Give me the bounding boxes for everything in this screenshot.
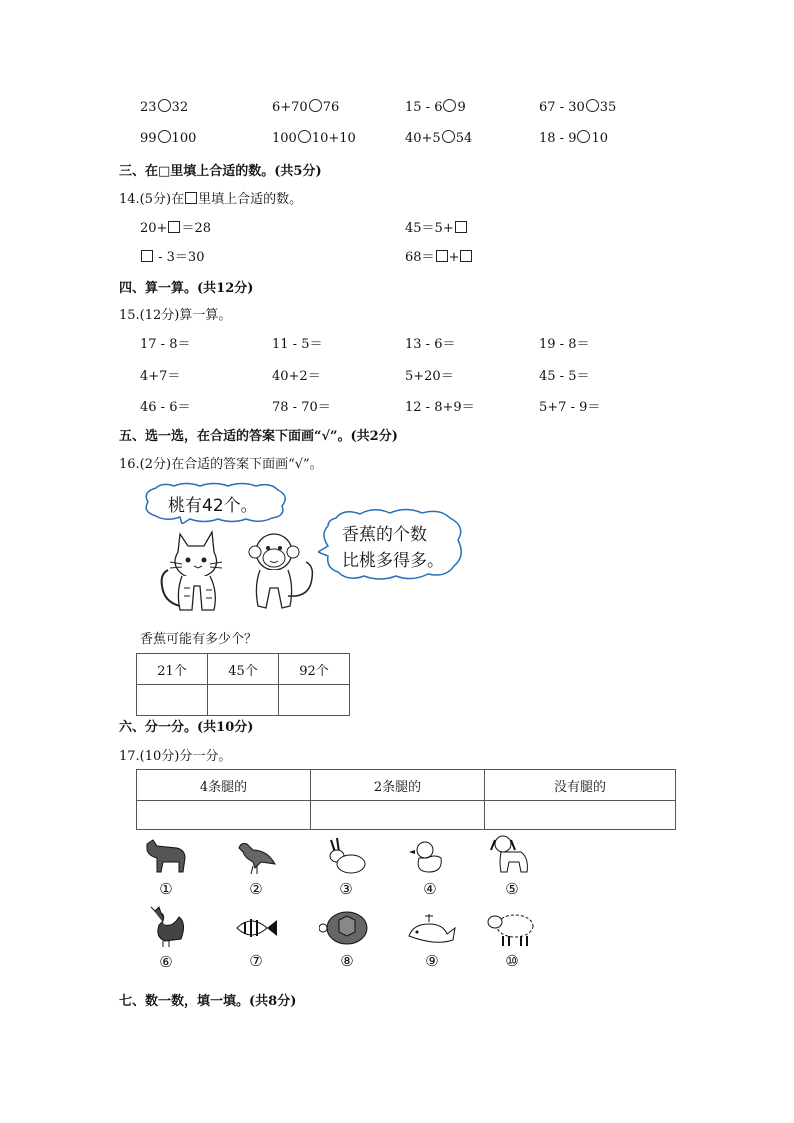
calc-item: 40+2＝: [272, 369, 321, 384]
section-title: 四、算一算。(共12分): [119, 281, 254, 296]
answer-cell[interactable]: [137, 801, 311, 830]
option-cell: 92个: [279, 654, 350, 685]
section-title: 六、分一分。(共10分): [119, 720, 254, 735]
answer-circle[interactable]: [158, 99, 171, 112]
answer-circle[interactable]: [586, 99, 599, 112]
compare-item: 99 100: [140, 131, 197, 146]
sheep-icon: [485, 906, 539, 948]
calc-item: 5+7 - 9＝: [539, 400, 601, 415]
compare-item: 23 32: [140, 100, 189, 115]
animal-rooster: ⑥: [140, 903, 192, 971]
check-cell[interactable]: [208, 685, 279, 716]
answer-circle[interactable]: [298, 130, 311, 143]
calc-item: 4+7＝: [140, 369, 181, 384]
answer-circle[interactable]: [442, 130, 455, 143]
calc-item: 46 - 6＝: [140, 400, 191, 415]
compare-item: 100 10+10: [272, 131, 356, 146]
question-14: 14.(5分)在 里填上合适的数。: [119, 192, 303, 207]
compare-item: 40+5 54: [405, 131, 473, 146]
calc-item: 17 - 8＝: [140, 337, 191, 352]
rabbit-icon: [321, 836, 371, 876]
fish-icon: [231, 908, 281, 948]
calc-item: 12 - 8+9＝: [405, 400, 475, 415]
question-16: 16.(2分)在合适的答案下面画“√”。: [119, 457, 323, 472]
blank-box[interactable]: [141, 250, 153, 262]
check-cell[interactable]: [279, 685, 350, 716]
section-title: 三、在□里填上合适的数。(共5分): [119, 164, 322, 179]
dog-icon: [487, 832, 537, 876]
legs-header: 4条腿的: [137, 770, 311, 801]
banana-question: 香蕉可能有多少个？: [140, 632, 258, 647]
legs-header: 2条腿的: [310, 770, 484, 801]
fill-item: 68＝ +: [405, 246, 473, 265]
animal-dog: ⑤: [486, 832, 538, 898]
answer-circle[interactable]: [577, 130, 590, 143]
compare-item: 15 - 6 9: [405, 100, 466, 115]
whale-icon: [405, 910, 459, 948]
legs-table: [136, 769, 676, 830]
section-title: 五、选一选，在合适的答案下面画“√”。(共2分): [119, 429, 398, 444]
answer-circle[interactable]: [158, 130, 171, 143]
compare-item: 18 - 9 10: [539, 131, 609, 146]
horse-icon: [141, 836, 191, 876]
calc-item: 78 - 70＝: [272, 400, 331, 415]
animal-sheep: ⑩: [484, 906, 540, 970]
cat-illustration: [158, 526, 238, 616]
pigeon-icon: [231, 836, 281, 876]
compare-item: 6+70 76: [272, 100, 340, 115]
fill-item: 20+ ＝28: [140, 221, 211, 236]
animal-turtle: ⑧: [318, 906, 376, 970]
fill-item: 45＝5+: [405, 217, 468, 236]
calc-item: 19 - 8＝: [539, 337, 590, 352]
animal-rabbit: ③: [320, 836, 372, 898]
blank-box[interactable]: [455, 221, 467, 233]
duck-icon: [405, 836, 455, 876]
section-title: 七、数一数，填一填。(共8分): [119, 994, 297, 1009]
blank-box: [185, 192, 197, 204]
animal-bird: ②: [230, 836, 282, 898]
answer-circle[interactable]: [443, 99, 456, 112]
answer-cell[interactable]: [484, 801, 675, 830]
turtle-icon: [319, 906, 375, 948]
monkey-speech-bubble: 香蕉的个数 比桃多得多。: [318, 508, 466, 584]
animal-whale: ⑨: [404, 910, 460, 970]
check-cell[interactable]: [137, 685, 208, 716]
question-15: 15.(12分)算一算。: [119, 308, 232, 323]
legs-header: 没有腿的: [484, 770, 675, 801]
monkey-illustration: [244, 526, 320, 616]
question-17: 17.(10分)分一分。: [119, 749, 232, 764]
calc-item: 45 - 5＝: [539, 369, 590, 384]
animal-horse: ①: [140, 836, 192, 898]
option-cell: 21个: [137, 654, 208, 685]
banana-options-table: [136, 653, 350, 716]
rooster-icon: [141, 903, 191, 949]
blank-box[interactable]: [168, 221, 180, 233]
blank-box[interactable]: [436, 250, 448, 262]
option-cell: 45个: [208, 654, 279, 685]
calc-item: 11 - 5＝: [272, 337, 323, 352]
answer-circle[interactable]: [309, 99, 322, 112]
calc-item: 13 - 6＝: [405, 337, 456, 352]
animal-fish: ⑦: [230, 908, 282, 970]
compare-item: 67 - 30 35: [539, 100, 617, 115]
answer-cell[interactable]: [310, 801, 484, 830]
calc-item: 5+20＝: [405, 369, 454, 384]
cat-speech-bubble: 桃有42个。: [142, 482, 290, 524]
blank-box[interactable]: [460, 250, 472, 262]
animal-duck: ④: [404, 836, 456, 898]
fill-item: - 3＝30: [140, 246, 204, 265]
